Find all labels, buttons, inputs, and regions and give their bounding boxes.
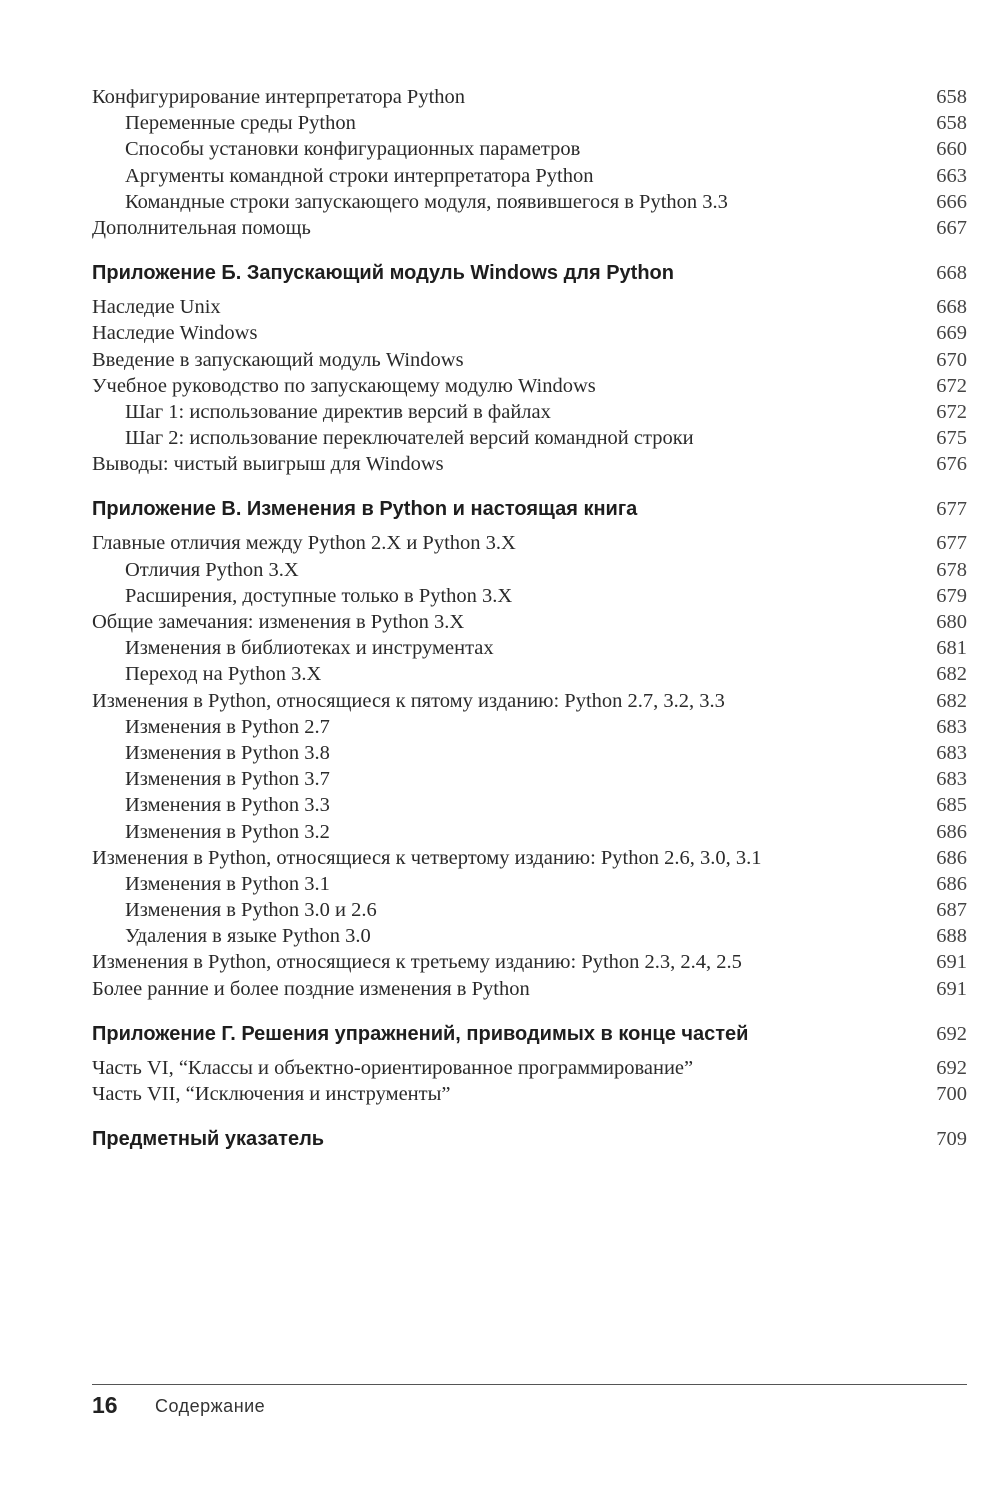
toc-entry[interactable] xyxy=(92,635,967,661)
toc-entry[interactable] xyxy=(92,766,967,792)
toc-entry-page: 683 xyxy=(936,741,967,764)
toc-entry[interactable] xyxy=(92,320,967,346)
footer-divider xyxy=(92,1384,967,1385)
toc-entry-title: Изменения в Python 3.8 xyxy=(125,741,330,764)
toc-entry-page: 686 xyxy=(936,846,967,869)
toc-entry[interactable] xyxy=(92,949,967,975)
appendix-heading-page: 692 xyxy=(936,1022,967,1045)
toc-entry-title: Наследие Unix xyxy=(92,296,221,319)
toc-entry-page: 658 xyxy=(936,86,967,108)
toc-entry-page: 680 xyxy=(936,611,967,633)
toc-entry[interactable] xyxy=(92,189,967,215)
toc-entry-page: 672 xyxy=(936,374,967,397)
appendix-heading[interactable] xyxy=(92,494,967,524)
toc-section-appendix-g xyxy=(92,1019,967,1107)
toc-entry-title: Шаг 2: использование переключателей версий командной строки xyxy=(125,427,694,450)
toc-entry-title: Шаг 1: использование директив версий в файлах xyxy=(125,400,551,423)
toc-entry-title: Учебное руководство по запускающему модулю Windows xyxy=(92,374,596,397)
toc-entry-title: Изменения в библиотеках и инструментах xyxy=(125,637,494,660)
toc-entry-title: Главные отличия между Python 2.X и Python 3.X xyxy=(92,532,516,555)
toc-entry-page: 675 xyxy=(936,427,967,450)
toc-entry-page: 688 xyxy=(936,925,967,948)
toc-entry-title: Удаления в языке Python 3.0 xyxy=(125,925,371,948)
toc-entry-page: 687 xyxy=(936,899,967,922)
toc-entry[interactable] xyxy=(92,163,967,189)
toc-entry-page: 670 xyxy=(936,348,967,371)
toc-entry-page: 672 xyxy=(936,400,967,423)
toc-entry-page: 683 xyxy=(936,768,967,791)
toc-entry[interactable] xyxy=(92,215,967,241)
toc-entry[interactable] xyxy=(92,845,967,871)
toc-entry[interactable] xyxy=(92,399,967,425)
toc-entry-page: 677 xyxy=(936,532,967,555)
toc-entry-title: Часть VII, “Исключения и инструменты” xyxy=(92,1083,451,1105)
toc-entry-title: Часть VI, “Классы и объектно-ориентированное программирование” xyxy=(92,1056,694,1079)
toc-entry-title: Изменения в Python 3.3 xyxy=(125,794,330,817)
toc-entry-title: Дополнительная помощь xyxy=(92,216,311,239)
toc-entry[interactable] xyxy=(92,688,967,714)
toc-entry-page: 691 xyxy=(936,951,967,974)
toc-section-intro xyxy=(92,84,967,241)
toc-entry-page: 679 xyxy=(936,584,967,607)
toc-entry-title: Изменения в Python 2.7 xyxy=(125,715,330,738)
toc-entry-title: Изменения в Python 3.0 и 2.6 xyxy=(125,899,377,922)
toc-entry[interactable] xyxy=(92,714,967,740)
toc-entry-title: Способы установки конфигурационных параметров xyxy=(125,138,581,161)
toc-entry[interactable] xyxy=(92,557,967,583)
toc-entry-page: 683 xyxy=(936,715,967,738)
toc-entry-page: 700 xyxy=(936,1083,967,1105)
toc-entry[interactable] xyxy=(92,451,967,477)
toc-entry[interactable] xyxy=(92,1081,967,1107)
appendix-heading[interactable] xyxy=(92,258,967,288)
toc-entry-page: 681 xyxy=(936,637,967,660)
appendix-heading-page: 668 xyxy=(936,262,967,285)
toc-entry-page: 682 xyxy=(936,663,967,686)
footer-section-label: Содержание xyxy=(155,1396,266,1416)
toc-entry-title: Изменения в Python, относящиеся к третьему изданию: Python 2.3, 2.4, 2.5 xyxy=(92,951,742,974)
toc-entry[interactable] xyxy=(92,897,967,923)
toc-entry[interactable] xyxy=(92,792,967,818)
toc-entry-page: 658 xyxy=(936,112,967,135)
toc-entry-page: 666 xyxy=(936,190,967,213)
toc-entry[interactable] xyxy=(92,1055,967,1081)
toc-entry[interactable] xyxy=(92,976,967,1002)
index-heading[interactable] xyxy=(92,1124,967,1154)
toc-entry-title: Переменные среды Python xyxy=(125,112,356,135)
index-heading-title: Предметный указатель xyxy=(92,1128,325,1151)
toc-entry[interactable] xyxy=(92,530,967,556)
toc-entry-page: 692 xyxy=(936,1056,967,1079)
toc-entry[interactable] xyxy=(92,819,967,845)
toc-entry-title: Расширения, доступные только в Python 3.X xyxy=(125,584,513,607)
index-heading-page: 709 xyxy=(936,1128,967,1151)
toc-section-index xyxy=(92,1124,967,1154)
toc-entry[interactable] xyxy=(92,347,967,373)
toc-entry-title: Изменения в Python, относящиеся к четвертому изданию: Python 2.6, 3.0, 3.1 xyxy=(92,846,762,869)
toc-entry[interactable] xyxy=(92,425,967,451)
toc-entry[interactable] xyxy=(92,136,967,162)
toc-entry-title: Более ранние и более поздние изменения в Python xyxy=(92,977,530,1000)
appendix-heading-title: Приложение Б. Запускающий модуль Windows для Python xyxy=(92,262,674,285)
toc-entry[interactable] xyxy=(92,583,967,609)
toc-entry-title: Изменения в Python 3.2 xyxy=(125,820,330,843)
toc-entry-page: 676 xyxy=(936,453,967,476)
toc-entry[interactable] xyxy=(92,294,967,320)
toc-entry-page: 678 xyxy=(936,558,967,581)
toc-entry-page: 667 xyxy=(936,216,967,239)
toc-entry-page: 686 xyxy=(936,872,967,895)
toc-entry-title: Отличия Python 3.X xyxy=(125,558,299,581)
appendix-heading-title: Приложение В. Изменения в Python и настоящая книга xyxy=(92,498,638,521)
toc-entry[interactable] xyxy=(92,373,967,399)
toc-entry[interactable] xyxy=(92,661,967,687)
toc-entry-page: 668 xyxy=(936,296,967,319)
toc-entry-title: Выводы: чистый выигрыш для Windows xyxy=(92,453,444,476)
toc-section-appendix-b xyxy=(92,258,967,477)
toc-entry-title: Изменения в Python, относящиеся к пятому изданию: Python 2.7, 3.2, 3.3 xyxy=(92,689,725,712)
toc-entry[interactable] xyxy=(92,871,967,897)
table-of-contents xyxy=(92,84,967,1160)
toc-entry[interactable] xyxy=(92,740,967,766)
toc-entry[interactable] xyxy=(92,84,967,110)
toc-entry-title: Конфигурирование интерпретатора Python xyxy=(92,86,466,108)
toc-entry-title: Командные строки запускающего модуля, появившегося в Python 3.3 xyxy=(125,190,728,213)
appendix-heading[interactable] xyxy=(92,1019,967,1049)
toc-entry-title: Переход на Python 3.X xyxy=(125,663,322,686)
toc-entry-page: 660 xyxy=(936,138,967,161)
toc-entry-title: Общие замечания: изменения в Python 3.X xyxy=(92,611,465,633)
toc-entry-page: 691 xyxy=(936,977,967,1000)
toc-entry[interactable] xyxy=(92,110,967,136)
toc-entry-page: 663 xyxy=(936,164,967,187)
toc-entry[interactable] xyxy=(92,923,967,949)
toc-section-appendix-v xyxy=(92,494,967,1001)
toc-entry-page: 685 xyxy=(936,794,967,817)
toc-entry-page: 682 xyxy=(936,689,967,712)
footer-page-number: 16 xyxy=(92,1392,118,1418)
toc-entry-title: Изменения в Python 3.1 xyxy=(125,872,330,895)
appendix-heading-page: 677 xyxy=(936,498,967,521)
toc-entry-title: Введение в запускающий модуль Windows xyxy=(92,348,464,371)
toc-entry-page: 669 xyxy=(936,322,967,345)
toc-entry-title: Наследие Windows xyxy=(92,322,258,345)
toc-entry-title: Аргументы командной строки интерпретатора Python xyxy=(125,164,594,187)
toc-entry-title: Изменения в Python 3.7 xyxy=(125,768,330,791)
toc-entry-page: 686 xyxy=(936,820,967,843)
appendix-heading-title: Приложение Г. Решения упражнений, приводимых в конце частей xyxy=(92,1022,749,1045)
toc-entry[interactable] xyxy=(92,609,967,635)
